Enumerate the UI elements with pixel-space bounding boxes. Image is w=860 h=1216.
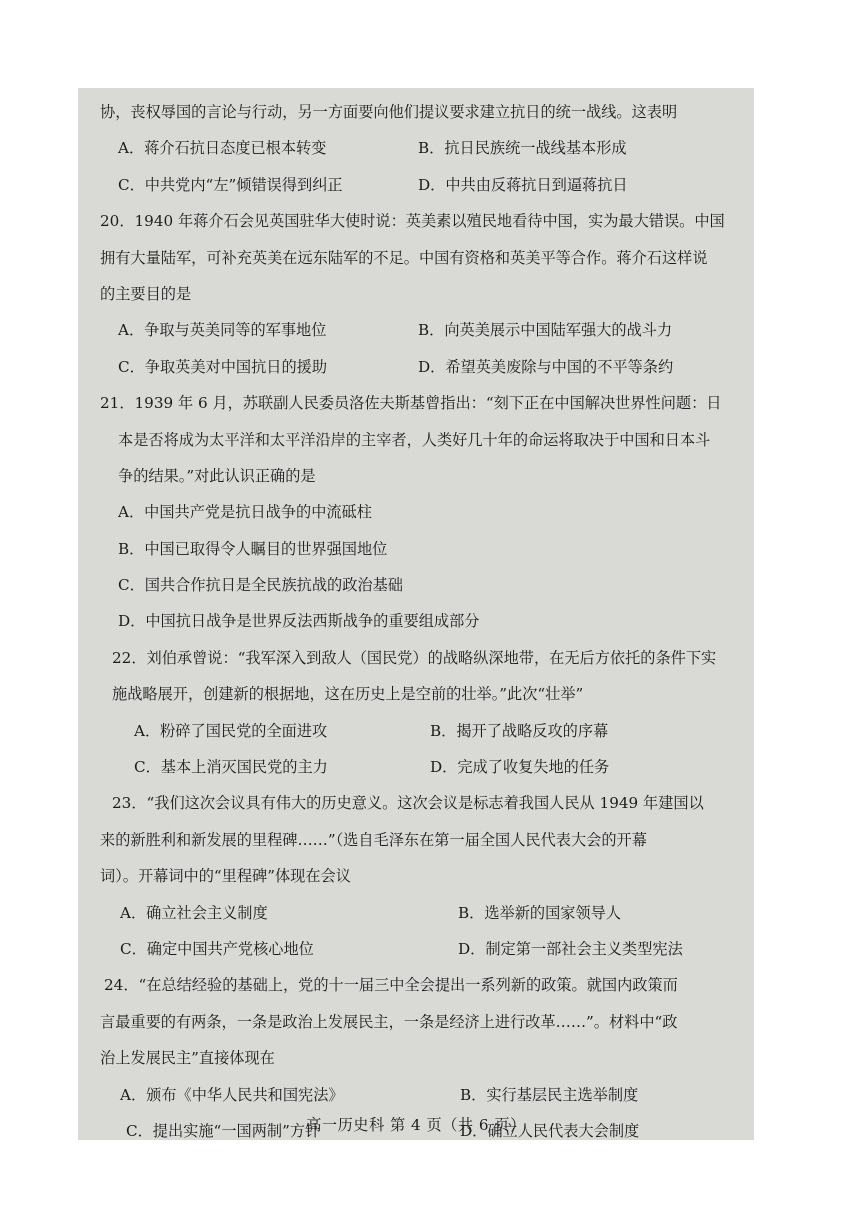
q21-option-d[interactable]: D．中国抗日战争是世界反法西斯战争的重要组成部分 bbox=[118, 612, 480, 631]
q19-stem-tail: 协，丧权辱国的言论与行动，另一方面要向他们提议要求建立抗日的统一战线。这表明 bbox=[100, 103, 678, 121]
q24-option-d[interactable]: D．确立人民代表大会制度 bbox=[460, 1121, 640, 1140]
q21-option-c[interactable]: C．国共合作抗日是全民族抗战的政治基础 bbox=[118, 576, 403, 595]
q23-options-row-2 bbox=[100, 931, 750, 967]
q19-option-b[interactable]: B．抗日民族统一战线基本形成 bbox=[418, 139, 627, 158]
q19-option-a[interactable]: A．蒋介石抗日态度已根本转变 bbox=[118, 139, 327, 158]
q23-stem-line-2: 来的新胜利和新发展的里程碑……”（选自毛泽东在第一届全国人民代表大会的开幕 bbox=[100, 830, 647, 849]
q19-options-row-1 bbox=[100, 130, 750, 166]
q20-stem-line-2: 拥有大量陆军，可补充英美在远东陆军的不足。中国有资格和英美平等合作。蒋介石这样说 bbox=[100, 248, 708, 267]
q20-option-b[interactable]: B．向英美展示中国陆军强大的战斗力 bbox=[418, 321, 673, 340]
q22-option-b[interactable]: B．揭开了战略反攻的序幕 bbox=[430, 721, 609, 740]
q20-options-row-1 bbox=[100, 312, 750, 348]
q23-stem-line-1: 23．“我们这次会议具有伟大的历史意义。这次会议是标志着我国人民从 1949 年建国以 bbox=[112, 794, 704, 813]
q22-option-a[interactable]: A．粉碎了国民党的全面进攻 bbox=[134, 721, 328, 740]
q20-stem-line-1: 20．1940 年蒋介石会见英国驻华大使时说：英美素以殖民地看待中国，实为最大错误。中国 bbox=[100, 212, 725, 231]
q24-stem-line-1: 24．“在总结经验的基础上，党的十一届三中全会提出一系列新的政策。就国内政策而 bbox=[104, 976, 678, 995]
q23-stem-line-3: 词）。开幕词中的“里程碑”体现在会议 bbox=[100, 867, 351, 886]
q22-options-row-2 bbox=[100, 749, 750, 785]
q21-option-a[interactable]: A．中国共产党是抗日战争的中流砥柱 bbox=[118, 503, 372, 522]
exam-content bbox=[100, 94, 750, 1140]
q20-options-row-2 bbox=[100, 349, 750, 385]
q23-option-a[interactable]: A．确立社会主义制度 bbox=[120, 903, 268, 922]
q24-option-c[interactable]: C．提出实施“一国两制”方针 bbox=[126, 1121, 321, 1140]
q20-option-d[interactable]: D．希望英美废除与中国的不平等条约 bbox=[418, 357, 674, 376]
q20-option-c[interactable]: C．争取英美对中国抗日的援助 bbox=[118, 357, 328, 376]
q24-stem-line-2: 言最重要的有两条，一条是政治上发展民主，一条是经济上进行改革……”。材料中“政 bbox=[100, 1012, 678, 1031]
q24-option-a[interactable]: A．颁布《中华人民共和国宪法》 bbox=[120, 1085, 344, 1104]
q21-option-b[interactable]: B．中国已取得令人瞩目的世界强国地位 bbox=[118, 539, 388, 558]
q19-options-row-2 bbox=[100, 167, 750, 203]
q22-option-c[interactable]: C．基本上消灭国民党的主力 bbox=[134, 758, 328, 777]
q23-option-d[interactable]: D．制定第一部社会主义类型宪法 bbox=[458, 939, 683, 958]
q21-stem-line-1: 21．1939 年 6 月，苏联副人民委员洛佐夫斯基曾指出：“刻下正在中国解决世界性问题：日 bbox=[100, 394, 722, 413]
q22-options-row-1 bbox=[100, 713, 750, 749]
q22-option-d[interactable]: D．完成了收复失地的任务 bbox=[430, 758, 610, 777]
q24-option-b[interactable]: B．实行基层民主选举制度 bbox=[460, 1085, 639, 1104]
q20-option-a[interactable]: A．争取与英美同等的军事地位 bbox=[118, 321, 327, 340]
q22-stem-line-1: 22．刘伯承曾说：“我军深入到敌人（国民党）的战略纵深地带，在无后方依托的条件下实 bbox=[112, 648, 717, 667]
q23-option-c[interactable]: C．确定中国共产党核心地位 bbox=[120, 939, 314, 958]
q22-stem-line-2: 施战略展开，创建新的根据地，这在历史上是空前的壮举。”此次“壮举” bbox=[112, 685, 584, 704]
q24-options-row-1 bbox=[100, 1077, 750, 1113]
exam-page bbox=[78, 88, 754, 1140]
page-footer: 高一历史科 第 4 页（共 6 页） bbox=[306, 1116, 526, 1134]
q23-option-b[interactable]: B．选举新的国家领导人 bbox=[458, 903, 622, 922]
q19-option-d[interactable]: D．中共由反蒋抗日到逼蒋抗日 bbox=[418, 175, 628, 194]
q21-stem-line-2: 本是否将成为太平洋和太平洋沿岸的主宰者，人类好几十年的命运将取决于中国和日本斗 bbox=[118, 430, 711, 449]
q20-stem-line-3: 的主要目的是 bbox=[100, 284, 192, 303]
q19-option-c[interactable]: C．中共党内“左”倾错误得到纠正 bbox=[118, 175, 343, 194]
q23-options-row-1 bbox=[100, 895, 750, 931]
q24-stem-line-3: 治上发展民主”直接体现在 bbox=[100, 1049, 275, 1068]
q21-stem-line-3: 争的结果。”对此认识正确的是 bbox=[118, 466, 316, 485]
